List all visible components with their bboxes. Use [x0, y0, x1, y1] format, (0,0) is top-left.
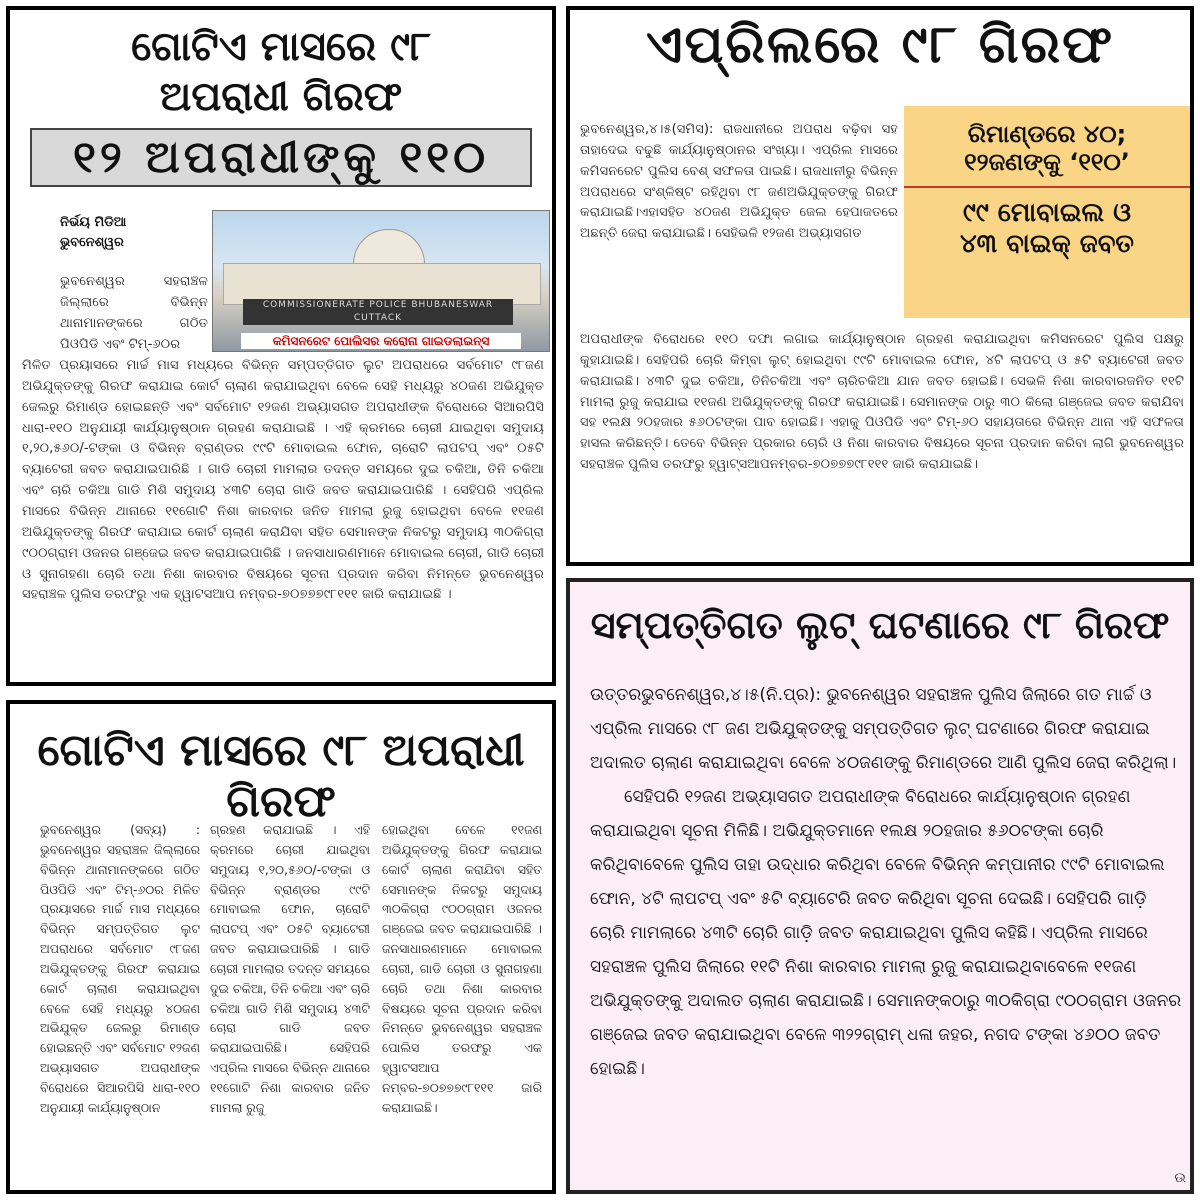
photo-caption: କମିସନରେଟ ପୋଲିସର କରୋନା ଗାଇଡଲାଇନ୍ସ [241, 333, 521, 349]
clip1-intro-text: ଭୁବନେଶ୍ୱର ସହରାଞ୍ଚଳ ଜିଲ୍ଲାରେ ବିଭିନ୍ନ ଥାନାମାନଙ୍କରେ ଗଠିତ ପିଓପିଡି ଏବଂ ଟିମ୍-୬୦ର [60, 274, 208, 352]
clip4-headline: ସମ୍ପତ୍ତିଗତ ଲୁଟ୍ ଘଟଣାରେ ୯୮ ଗିରଫ [590, 603, 1170, 647]
clip4-body [590, 678, 1182, 1086]
clip1-headline-line2: ଅପରାଧୀ ଗିରଫ [159, 74, 403, 120]
building-dome [353, 229, 425, 267]
photo-signboard: COMMISSIONERATE POLICE BHUBANESWAR CUTTACK [243, 299, 513, 325]
clip3-column-2: ଗ୍ରହଣ କରାଯାଇଛି । ଏହି କ୍ରମରେ ଚୋରୀ ଯାଇଥିବା ସମୁଦାୟ ୧,୨୦,୫୬୦/-ଟଙ୍କା ଓ ବିଭିନ୍ନ ବ୍ରାଣ୍ଡର ୯୯ଟି ମୋବାଇଲ ଫୋନ, ଚାରୋଟି ଲାପଟପ୍ ଏବଂ ୦୫ଟି ବ୍ୟାଟେରୀ ଜବତ କରାଯାଇପାରିଛି । ଗାଡି ଚୋରୀ ମାମଲାର ତଦନ୍ତ ସମୟରେ ଦୁଇ ଚକିଆ, ତିନି ଚକିଆ ଏବଂ ଚାରି ଚକିଆ ଗାଡି ମିଶି ସମୁଦାୟ ୪୩ଟି ଚୋରା ଗାଡି ଜବତ କରାଯାଇପାରିଛି। ସେହିପରି ଏପ୍ରିଲ ମାସରେ ବିଭିନ୍ନ ଥାନାରେ ୧୧ଗୋଟି ନିଶା କାରବାର ଜନିତ ମାମଲା ରୁଜୁ [210, 822, 370, 1115]
clip3-column-1: ଭୁବନେଶ୍ୱର (ସବ୍ୟ) : ଭୁବନେଶ୍ୱର ସହରାଞ୍ଚଳ ଜିଲ୍ଲାରେ ବିଭିନ୍ନ ଥାନାମାନଙ୍କରେ ଗଠିତ ପିଓପିଡି ଏବଂ ଟିମ୍-୬୦ର ମିଳିତ ପ୍ରୟାସରେ ମାର୍ଚ୍ଚ ମାସ ମଧ୍ୟରେ ବିଭିନ୍ନ ସମ୍ପତ୍ତିଗତ ଲୁଟ ଅପରାଧରେ ସର୍ବମୋଟ ୯୮ଜଣ ଅଭିଯୁକ୍ତଙ୍କୁ ଗିରଫ କରାଯାଇ କୋର୍ଟ ଚାଲାଣ କରାଯାଇଥିବା ବେଳେ ସେହି ମଧ୍ୟରୁ ୪୦ଜଣ ଅଭିଯୁକ୍ତ ଜେଲରୁ ରିମାଣ୍ଡ ହୋଇଛନ୍ତି ଏବଂ ସର୍ବମୋଟ ୧୨ଜଣ ଅଭ୍ୟାସଗତ ଅପରାଧୀଙ୍କ ବିରୋଧରେ ସିଆରପିସି ଧାରା-୧୧୦ ଅନୁଯାୟୀ କାର୍ଯ୍ୟାନୁଷ୍ଠାନ [40, 822, 200, 1115]
clip2-box-line4: ୪୩ ବାଇକ୍ ଜବତ [960, 229, 1134, 259]
clip2-box-line1: ରିମାଣ୍ଡରେ ୪୦; [967, 120, 1127, 148]
clip1-body-text: ମିଳିତ ପ୍ରୟାସରେ ମାର୍ଚ୍ଚ ମାସ ମଧ୍ୟରେ ବିଭିନ୍ନ ସମ୍ପତ୍ତିଗତ ଲୁଟ ଅପରାଧରେ ସର୍ବମୋଟ ୯୮ଜଣ ଅଭିଯୁକ୍ତଙ୍କୁ ଗିରଫ କରାଯାଇ କୋର୍ଟ ଚାଲାଣ କରାଯାଇଥିବା ବେଳେ ସେହି ମଧ୍ୟରୁ ୪୦ଜଣ ଅଭିଯୁକ୍ତ ଜେଲରୁ ରିମାଣ୍ଡ ହୋଇଛନ୍ତି ଏବଂ ସର୍ବମୋଟ ୧୨ଜଣ ଅଭ୍ୟାସଗତ ଅପରାଧୀଙ୍କ ବିରୋଧରେ ସିଆରପିସି ଧାରା-୧୧୦ ଅନୁଯାୟୀ କାର୍ଯ୍ୟାନୁଷ୍ଠାନ ଗ୍ରହଣ କରାଯାଇଛି । ଏହି କ୍ରମରେ ଚୋରୀ ଯାଇଥିବା ସମୁଦାୟ ୧,୨୦,୫୬୦/-ଟଙ୍କା ଓ ବିଭିନ୍ନ ବ୍ରାଣ୍ଡର ୯୯ଟି ମୋବାଇଲ ଫୋନ, ଚାରୋଟି ଲାପଟପ୍ ଏବଂ ୦୫ଟି ବ୍ୟାଟେରୀ ଜବତ କରାଯାଇପାରିଛି । ଗାଡି ଚୋରୀ ମାମଲାର ତଦନ୍ତ ସମୟରେ ଦୁଇ ଚକିଆ, ତିନି ଚକିଆ ଏବଂ ଚାରି ଚକିଆ ଗାଡି ମିଶି ସମୁଦାୟ ୪୩ଟି ଚୋରା ଗାଡି ଜବତ କରାଯାଇପାରିଛି । ସେହିପରି ଏପ୍ରିଲ ମାସରେ ବିଭିନ୍ନ ଥାନାରେ ୧୧ଗୋଟି ନିଶା କାରବାର ଜନିତ ମାମଲା ରୁଜୁ ହୋଇଥିବା ବେଳେ ୧୧ଜଣ ଅଭିଯୁକ୍ତଙ୍କୁ ଗିରଫ କରାଯାଇ କୋର୍ଟ ଚାଲାଣ କରାଯିବା ସହିତ ସେମାନଙ୍କ ନିକଟରୁ ସମୁଦାୟ ୩୦କିଗ୍ରା ୯୦୦ଗ୍ରାମ ଓଜନର ଗଞ୍ଜେଇ ଜବତ କରାଯାଇପାରିଛି । ଜନସାଧାରଣମାନେ ମୋବାଇଲ ଚୋରୀ, ଗାଡି ଚୋରୀ ଓ ସୁନାଗହଣା ଚୋରି ତଥା ନିଶା କାରବାର ବିଷୟରେ ସୂଚନା ପ୍ରଦାନ କରିବା ନିମନ୍ତେ ଭୁବନେଶ୍ୱର ସହରାଞ୍ଚଳ ପୁଲିସ ତରଫରୁ ଏକ ହ୍ୱାଟସଆପ ନମ୍ବର-୭୦୭୭୭୯୮୧୧୧ ଜାରି କରାଯାଇଛି । [22, 358, 544, 603]
police-commissionerate-photo [212, 210, 550, 352]
clip4-paragraph-1: ଉତ୍ତରଭୁବନେଶ୍ୱର,୪।୫(ନି.ପ୍ର): ଭୁବନେଶ୍ୱର ସହରାଞ୍ଚଳ ପୁଲିସ ଜିଲାରେ ଗତ ମାର୍ଚ୍ଚ ଓ ଏପ୍ରିଲ ମାସରେ ୯୮ ଜଣ ଅଭିଯୁକ୍ତଙ୍କୁ ସମ୍ପତ୍ତିଗତ ଲୁଟ୍ ଘଟଣାରେ ଗିରଫ କରାଯାଇ ଅଦାଲତ ଚାଲାଣ କରାଯାଇଥିବା ବେଳେ ୪୦ଜଣଙ୍କୁ ରିମାଣ୍ଡରେ ଆଣି ପୁଲିସ ଜେରା କରିଥିଲା। [590, 685, 1177, 773]
clip1-byline-name: ନିର୍ଭୟ ମିଡିଆ [60, 215, 127, 230]
clip3-column-3: ହୋଇଥିବା ବେଳେ ୧୧ଜଣ ଅଭିଯୁକ୍ତଙ୍କୁ ଗିରଫ କରାଯାଇ କୋର୍ଟ ଚାଲାଣ କରାଯିବା ସହିତ ସେମାନଙ୍କ ନିକଟରୁ ସମୁଦାୟ ୩୦କିଗ୍ରା ୯୦୦ଗ୍ରାମ ଓଜନର ଗଞ୍ଜେଇ ଜବତ କରାଯାଇପାରିଛି । ଜନସାଧାରଣମାନେ ମୋବାଇଲ ଚୋରୀ, ଗାଡି ଚୋରୀ ଓ ସୁନାଗହଣା ଚୋରି ତଥା ନିଶା କାରବାର ବିଷୟରେ ସୂଚନା ପ୍ରଦାନ କରିବା ନିମନ୍ତେ ଭୁବନେଶ୍ୱର ସହରାଞ୍ଚଳ ପୋଲିସ ତରଫରୁ ଏକ ହ୍ୱାଟସଆପ ନମ୍ବର-୭୦୭୭୭୯୮୧୧୧ ଜାରି କରାଯାଇଛି। [382, 822, 542, 1115]
clip2-headline: ଏପ୍ରିଲରେ ୯୮ ଗିରଫ [645, 15, 1115, 75]
clip2-highlight-box [904, 106, 1190, 318]
clip2-left-text: ଭୁବନେଶ୍ୱର,୪।୫(ସମିସ): ରାଜଧାନୀରେ ଅପରାଧ ବଢ଼ିବା ସହ ତାହାଦେଇ ବଢୁଛି କାର୍ଯ୍ୟାନୁଷ୍ଠାନର ସଂଖ୍ୟା। ଏପ୍ରିଲ ମାସରେ କମିସନରେଟ ପୁଲିସ ବେଶ୍ ସଫଳତା ପାଇଛି। ରାଜଧାନୀରୁ ବିଭିନ୍ନ ଅପରାଧରେ ସଂଶ୍ଳିଷ୍ଟ ରହିଥିବା ୯୮ ଜଣଅଭିଯୁକ୍ତଙ୍କୁ ଗିରଫ କରାଯାଇଛି।ଏହାସହିତ ୪୦ଜଣ ଅଭିଯୁକ୍ତ ଜେଲ ହେପାଜତରେ ଅଛନ୍ତି ଜେରା କରାଯାଇଛି। ସେହିଭଳି ୧୨ଜଣ ଅଭ୍ୟାସଗତ [580, 122, 898, 242]
clip1-subheadline: ୧୨ ଅପରାଧୀଙ୍କୁ ୧୧୦ [30, 128, 532, 187]
clip2-bottom-text: ଅପରାଧୀଙ୍କ ବିରୋଧରେ ୧୧୦ ଦଫା ଲଗାଇ କାର୍ଯ୍ୟାନୁଷ୍ଠାନ ଗ୍ରହଣ କରାଯାଇଥିବା କମିସନରେଟ ପୁଲିସ ପକ୍ଷରୁ କୁହାଯାଇଛି। ସେହିପରି ଚୋରି କିମ୍ବା ଲୁଟ୍ ହୋଇଥିବା ୯୯ଟି ମୋବାଇଲ ଫୋନ, ୪ଟି ଲାପଟପ୍ ଓ ୫ଟି ବ୍ୟାଟେରୀ ଜବତ କରାଯାଇଛି। ୪୩ଟି ଦୁଇ ଚକିଆ, ତିନିଚକିଆ ଏବଂ ଚାରିଚକିଆ ଯାନ ଜବତ ହୋଇଛି। ସେଭଳି ନିଶା କାରବାରଜନିତ ୧୧ଟି ମାମଲା ରୁଜୁ କରାଯାଇ ୧୧ଜଣ ଅଭିଯୁକ୍ତଙ୍କୁ ଗିରଫ କରାଯାଇଛି। ସେମାନଙ୍କ ଠାରୁ ୩୦ କିଲୋ ଗଞ୍ଜେଇ ଜବତ କରାଯିବା ସହ ୧ଲକ୍ଷ ୨୦ହଜାର ୫୬୦ଟଙ୍କା ପାବ ହୋଇଛି। ଏହାକୁ ପିଓପିଡି ଏବଂ ଟିମ୍-୬୦ ସହାୟତାରେ ବିଭିନ୍ନ ଥାନା ଏହି ସଫଳତା ହାସଲ କରିଛନ୍ତି। ତେବେ ବିଭିନ୍ନ ପ୍ରକାର ଚୋରି ଓ ନିଶା କାରବାର ବିଷୟରେ ସୂଚନା ପ୍ରଦାନ କରିବା ଲାଗି ଭୁବନେଶ୍ୱର ସହରାଞ୍ଚଳ ପୁଲିସ ତରଫରୁ ହ୍ୱାଟ୍ସଆପନମ୍ବର-୭୦୭୭୭୯୮୧୧୧ ଜାରି କରାଯାଇଛି। [580, 332, 1184, 473]
clip2-box-line2: ୧୨ଜଣଙ୍କୁ ‘୧୧୦’ [964, 148, 1130, 176]
clip2-box-line3: ୯୯ ମୋବାଇଲ ଓ [962, 198, 1132, 228]
clip4-corner-glyph: ଉ [1174, 1170, 1186, 1186]
clip1-headline-line1: ଗୋଟିଏ ମାସରେ ୯୮ [131, 24, 431, 70]
news-clipping-1 [6, 6, 556, 686]
clip2-box-divider [904, 186, 1190, 188]
news-clipping-4 [566, 578, 1194, 1194]
clip3-headline: ଗୋଟିଏ ମାସରେ ୯୮ ଅପରାଧୀ ଗିରଫ [37, 725, 525, 827]
clip4-paragraph-2: ସେହିପରି ୧୨ଜଣ ଅଭ୍ୟାସଗତ ଅପରାଧୀଙ୍କ ବିରୋଧରେ କାର୍ଯ୍ୟାନୁଷ୍ଠାନ ଗ୍ରହଣ କରାଯାଇଥିବା ସୂଚନା ମିଳିଛି। ଅଭିଯୁକ୍ତମାନେ ୧ଲକ୍ଷ ୨୦ହଜାର ୫୬୦ଟଙ୍କା ଚୋରି କରିଥିବାବେଳେ ପୁଲିସ ତାହା ଉଦ୍ଧାର କରିଥିବା ବେଳେ ବିଭିନ୍ନ କମ୍ପାନୀର ୯୯ଟି ମୋବାଇଲ ଫୋନ, ୪ଟି ଲାପଟପ୍ ଏବଂ ୫ଟି ବ୍ୟାଟେରି ଜବତ କରିଥିବା ସୂଚନା ଦେଇଛି। ସେହିପରି ଗାଡ଼ି ଚୋରି ମାମଲାରେ ୪୩ଟି ଚୋରି ଗାଡ଼ି ଜବତ କରାଯାଇଥିବା ପୁଲିସ କହିଛି। ଏପ୍ରିଲ ମାସରେ ସହରାଞ୍ଚଳ ପୁଲିସ ଜିଲାରେ ୧୧ଟି ନିଶା କାରବାର ମାମଲା ରୁଜୁ କରାଯାଇଥିବାବେଳେ ୧୧ଜଣ ଅଭିଯୁକ୍ତଙ୍କୁ ଅଦାଲତ ଚାଲାଣ କରାଯାଇଛି। ସେମାନଙ୍କଠାରୁ ୩୦କିଗ୍ରା ୯୦୦ଗ୍ରାମ ଓଜନର ଗଞ୍ଜେଇ ଜବତ କରାଯାଇଥିବା ବେଳେ ୩୨୨ଗ୍ରାମ୍ ଧଳା ଜହର, ନଗଦ ଟଙ୍କା ୪୬୦୦ ଜବତ ହୋଇଛି। [590, 787, 1182, 1079]
news-clipping-2 [566, 6, 1194, 566]
clip1-byline-place: ଭୁବନେଶ୍ୱର [60, 235, 124, 250]
news-clipping-3 [6, 700, 556, 1194]
